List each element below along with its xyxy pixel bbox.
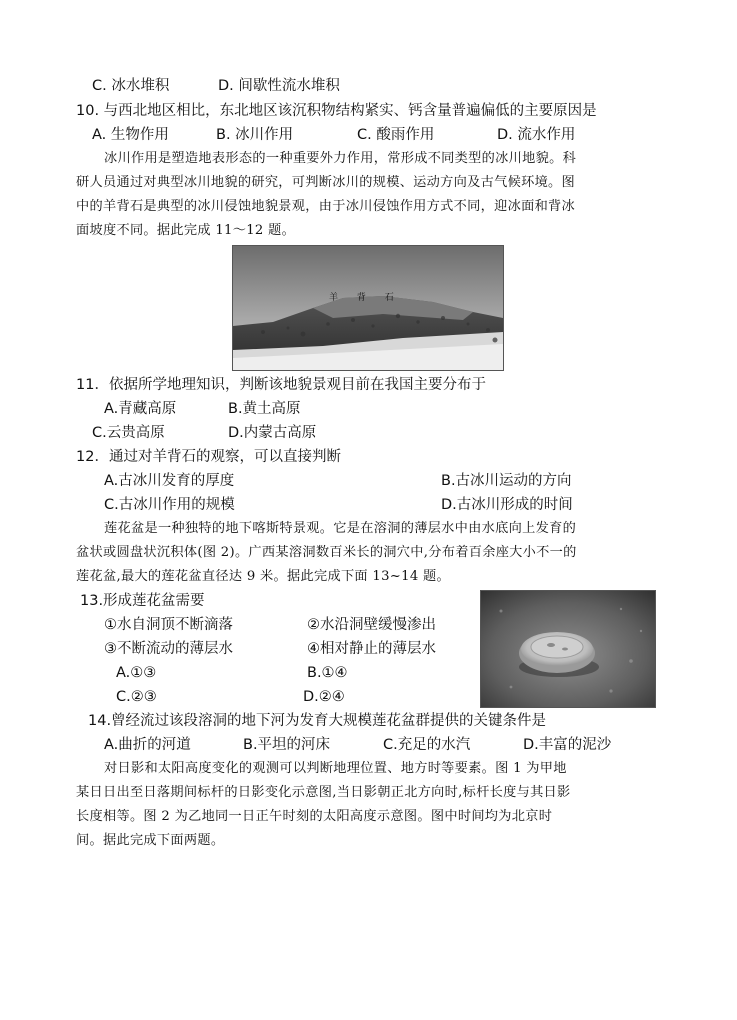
passage2-line-1: 莲花盆是一种独特的地下喀斯特景观。它是在溶洞的薄层水中由水底向上发育的 xyxy=(104,521,577,536)
roche-moutonnee-image xyxy=(233,246,503,370)
q11-option-a: A.青藏高原 xyxy=(104,401,177,417)
q13-option-b: B.①④ xyxy=(307,665,348,681)
q11-stem: 11．依据所学地理知识，判断该地貌景观目前在我国主要分布于 xyxy=(76,377,486,393)
passage3-line-2: 某日日出至日落期间标杆的日影变化示意图,当日影朝正北方向时,标杆长度与其日影 xyxy=(76,785,571,800)
q13-statement-3: ③不断流动的薄层水 xyxy=(104,641,233,657)
q11-option-b: B.黄土高原 xyxy=(228,401,301,417)
q10-option-b: B. 冰川作用 xyxy=(216,127,294,143)
q14-option-d: D.丰富的泥沙 xyxy=(523,737,612,753)
q13-statement-4: ④相对静止的薄层水 xyxy=(307,641,436,657)
lotus-basin-image xyxy=(481,591,655,707)
passage1-line-2: 研人员通过对典型冰川地貌的研究，可判断冰川的规模、运动方向及古气候环境。图 xyxy=(76,175,576,190)
q14-option-a: A.曲折的河道 xyxy=(104,737,191,753)
q13-option-d: D.②④ xyxy=(303,689,345,705)
roche-moutonnee-label: 羊 背 石 xyxy=(329,293,402,303)
q10-option-c: C. 酸雨作用 xyxy=(357,127,435,143)
q13-option-c: C.②③ xyxy=(116,689,157,705)
lotus-basin-photo xyxy=(480,590,656,708)
q12-option-b: B.古冰川运动的方向 xyxy=(441,473,572,489)
q12-stem: 12．通过对羊背石的观察，可以直接判断 xyxy=(76,449,341,465)
q13-option-a: A.①③ xyxy=(116,665,157,681)
q10-stem: 10. 与西北地区相比，东北地区该沉积物结构紧实、钙含量普遍偏低的主要原因是 xyxy=(76,103,597,119)
q14-option-c: C.充足的水汽 xyxy=(383,737,471,753)
q12-option-c: C.古冰川作用的规模 xyxy=(104,497,235,513)
q9-option-c: C. 冰水堆积 xyxy=(92,78,170,94)
q13-stem: 13.形成莲花盆需要 xyxy=(80,593,205,609)
q12-option-a: A.古冰川发育的厚度 xyxy=(104,473,235,489)
passage3-line-4: 间。据此完成下面两题。 xyxy=(76,833,225,848)
q10-option-a: A. 生物作用 xyxy=(92,127,169,143)
q11-option-d: D.内蒙古高原 xyxy=(228,425,317,441)
q11-option-c: C.云贵高原 xyxy=(92,425,165,441)
passage1-line-3: 中的羊背石是典型的冰川侵蚀地貌景观，由于冰川侵蚀作用方式不同，迎冰面和背冰 xyxy=(76,199,576,214)
roche-moutonnee-photo xyxy=(232,245,504,371)
q9-option-d: D. 间歇性流水堆积 xyxy=(218,78,340,94)
q14-stem: 14.曾经流过该段溶洞的地下河为发育大规模莲花盆群提供的关键条件是 xyxy=(88,713,547,729)
q10-option-d: D. 流水作用 xyxy=(497,127,576,143)
passage2-line-3: 莲花盆,最大的莲花盆直径达 9 米。据此完成下面 13~14 题。 xyxy=(76,569,450,584)
q13-statement-1: ①水自洞顶不断滴落 xyxy=(104,617,233,633)
q13-statement-2: ②水沿洞壁缓慢渗出 xyxy=(307,617,436,633)
q14-option-b: B.平坦的河床 xyxy=(243,737,331,753)
passage3-line-3: 长度相等。图 2 为乙地同一日正午时刻的太阳高度示意图。图中时间均为北京时 xyxy=(76,809,553,824)
q12-option-d: D.古冰川形成的时间 xyxy=(441,497,573,513)
passage3-line-1: 对日影和太阳高度变化的观测可以判断地理位置、地方时等要素。图 1 为甲地 xyxy=(104,761,567,776)
passage1-line-1: 冰川作用是塑造地表形态的一种重要外力作用，常形成不同类型的冰川地貌。科 xyxy=(104,151,577,166)
passage2-line-2: 盆状或圆盘状沉积体(图 2)。广西某溶洞数百米长的洞穴中,分布着百余座大小不一的 xyxy=(76,545,577,560)
passage1-line-4: 面坡度不同。据此完成 11～12 题。 xyxy=(76,223,296,238)
